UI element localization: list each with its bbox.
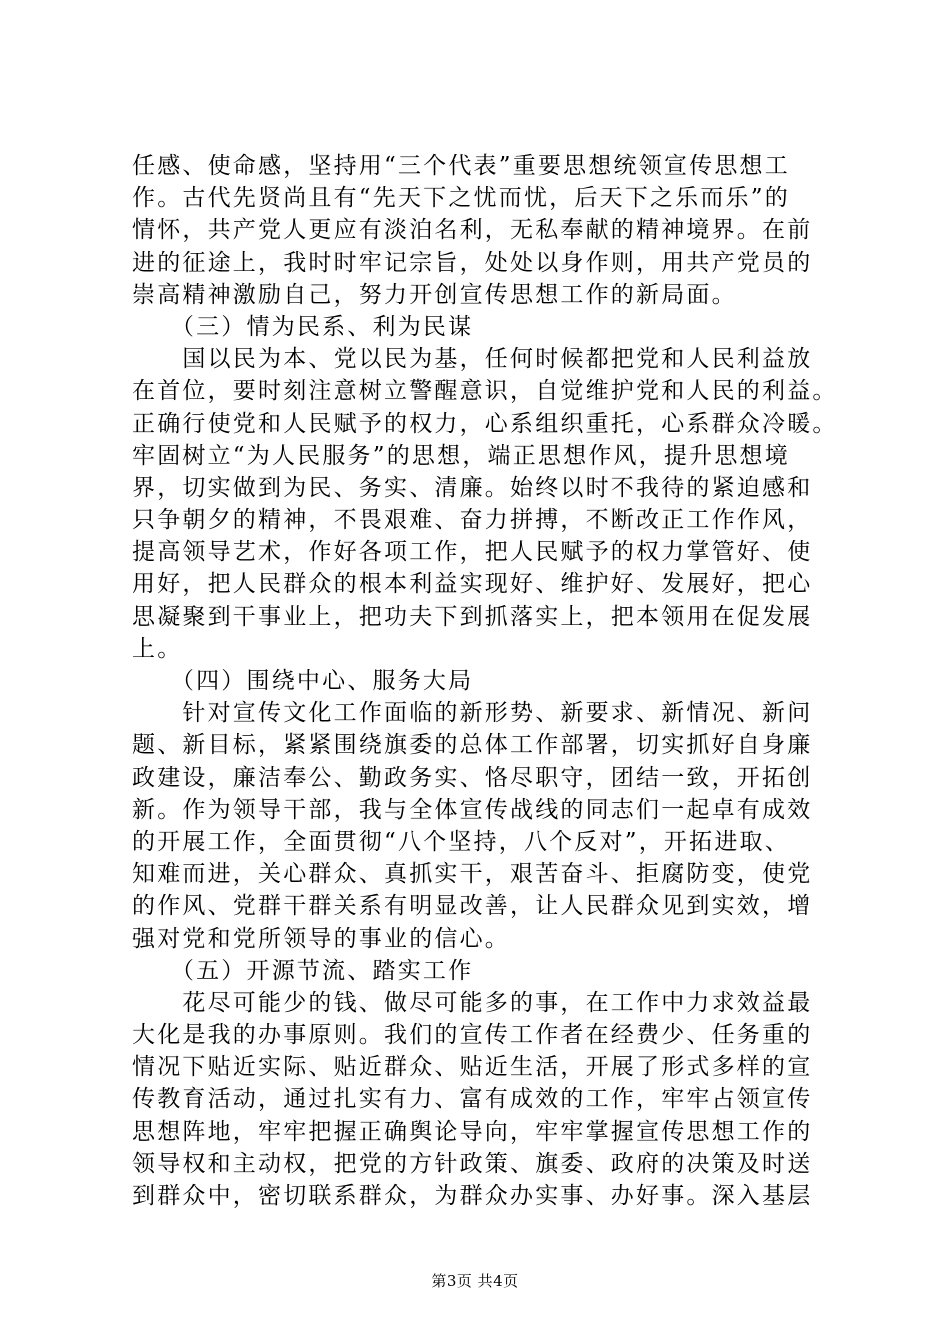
text-line: 强对党和党所领导的事业的信心。	[132, 925, 510, 952]
text-line: 用好，把人民群众的根本利益实现好、维护好、发展好，把心	[132, 571, 813, 598]
section-heading: （五）开源节流、踏实工作	[132, 957, 474, 984]
text-line: 情怀，共产党人更应有淡泊名利，无私奉献的精神境界。在前	[132, 217, 813, 244]
text-line: 大化是我的办事原则。我们的宣传工作者在经费少、任务重的	[132, 1022, 813, 1049]
section-heading: （三）情为民系、利为民谋	[132, 313, 474, 340]
text-line: 新。作为领导干部，我与全体宣传战线的同志们一起卓有成效	[132, 796, 813, 823]
text-line: 知难而进，关心群众、真抓实干，艰苦奋斗、拒腐防变，使党	[132, 861, 813, 888]
text-line: 传教育活动，通过扎实有力、富有成效的工作，牢牢占领宣传	[132, 1086, 813, 1113]
text-line: 正确行使党和人民赋予的权力，心系组织重托，心系群众冷暖。	[132, 410, 838, 437]
text-line: 国以民为本、党以民为基，任何时候都把党和人民利益放	[132, 346, 813, 373]
text-line: 在首位，要时刻注意树立警醒意识，自觉维护党和人民的利益。	[132, 378, 838, 405]
text-line: 界，切实做到为民、务实、清廉。始终以时不我待的紧迫感和	[132, 474, 813, 501]
text-line: 提高领导艺术，作好各项工作，把人民赋予的权力掌管好、使	[132, 539, 813, 566]
text-line: 崇高精神激励自己，努力开创宣传思想工作的新局面。	[132, 281, 737, 308]
text-line: 的作风、党群干群关系有明显改善，让人民群众见到实效，增	[132, 893, 813, 920]
text-line: 只争朝夕的精神，不畏艰难、奋力拼搏，不断改正工作作风，	[132, 507, 813, 534]
page-number: 第3页 共4页	[431, 1272, 519, 1290]
document-body	[132, 150, 838, 1212]
section-heading: （四）围绕中心、服务大局	[132, 668, 474, 694]
text-line: 进的征途上，我时时牢记宗旨，处处以身作则，用共产党员的	[132, 249, 813, 276]
text-line: 情况下贴近实际、贴近群众、贴近生活，开展了形式多样的宣	[132, 1054, 813, 1081]
text-line: 政建设，廉洁奉公、勤政务实、恪尽职守，团结一致，开拓创	[132, 764, 813, 791]
text-line: 花尽可能少的钱、做尽可能多的事，在工作中力求效益最	[132, 989, 813, 1016]
text-line: 领导权和主动权，把党的方针政策、旗委、政府的决策及时送	[132, 1150, 813, 1177]
text-line: 到群众中，密切联系群众，为群众办实事、办好事。深入基层	[132, 1183, 813, 1209]
text-line: 牢固树立“为人民服务”的思想，端正思想作风，提升思想境	[132, 442, 790, 469]
text-line: 任感、使命感，坚持用“三个代表”重要思想统领宣传思想工	[132, 153, 790, 179]
text-line: 的开展工作，全面贯彻“八个坚持，八个反对”，开拓进取、	[132, 828, 790, 855]
text-line: 思想阵地，牢牢把握正确舆论导向，牢牢掌握宣传思想工作的	[132, 1118, 813, 1145]
text-line: 题、新目标，紧紧围绕旗委的总体工作部署，切实抓好自身廉	[132, 732, 813, 759]
text-line: 针对宣传文化工作面临的新形势、新要求、新情况、新问	[132, 700, 813, 727]
text-line: 作。古代先贤尚且有“先天下之忧而忧，后天下之乐而乐”的	[132, 185, 790, 212]
text-line: 上。	[132, 635, 183, 662]
text-line: 思凝聚到干事业上，把功夫下到抓落实上，把本领用在促发展	[132, 603, 813, 630]
